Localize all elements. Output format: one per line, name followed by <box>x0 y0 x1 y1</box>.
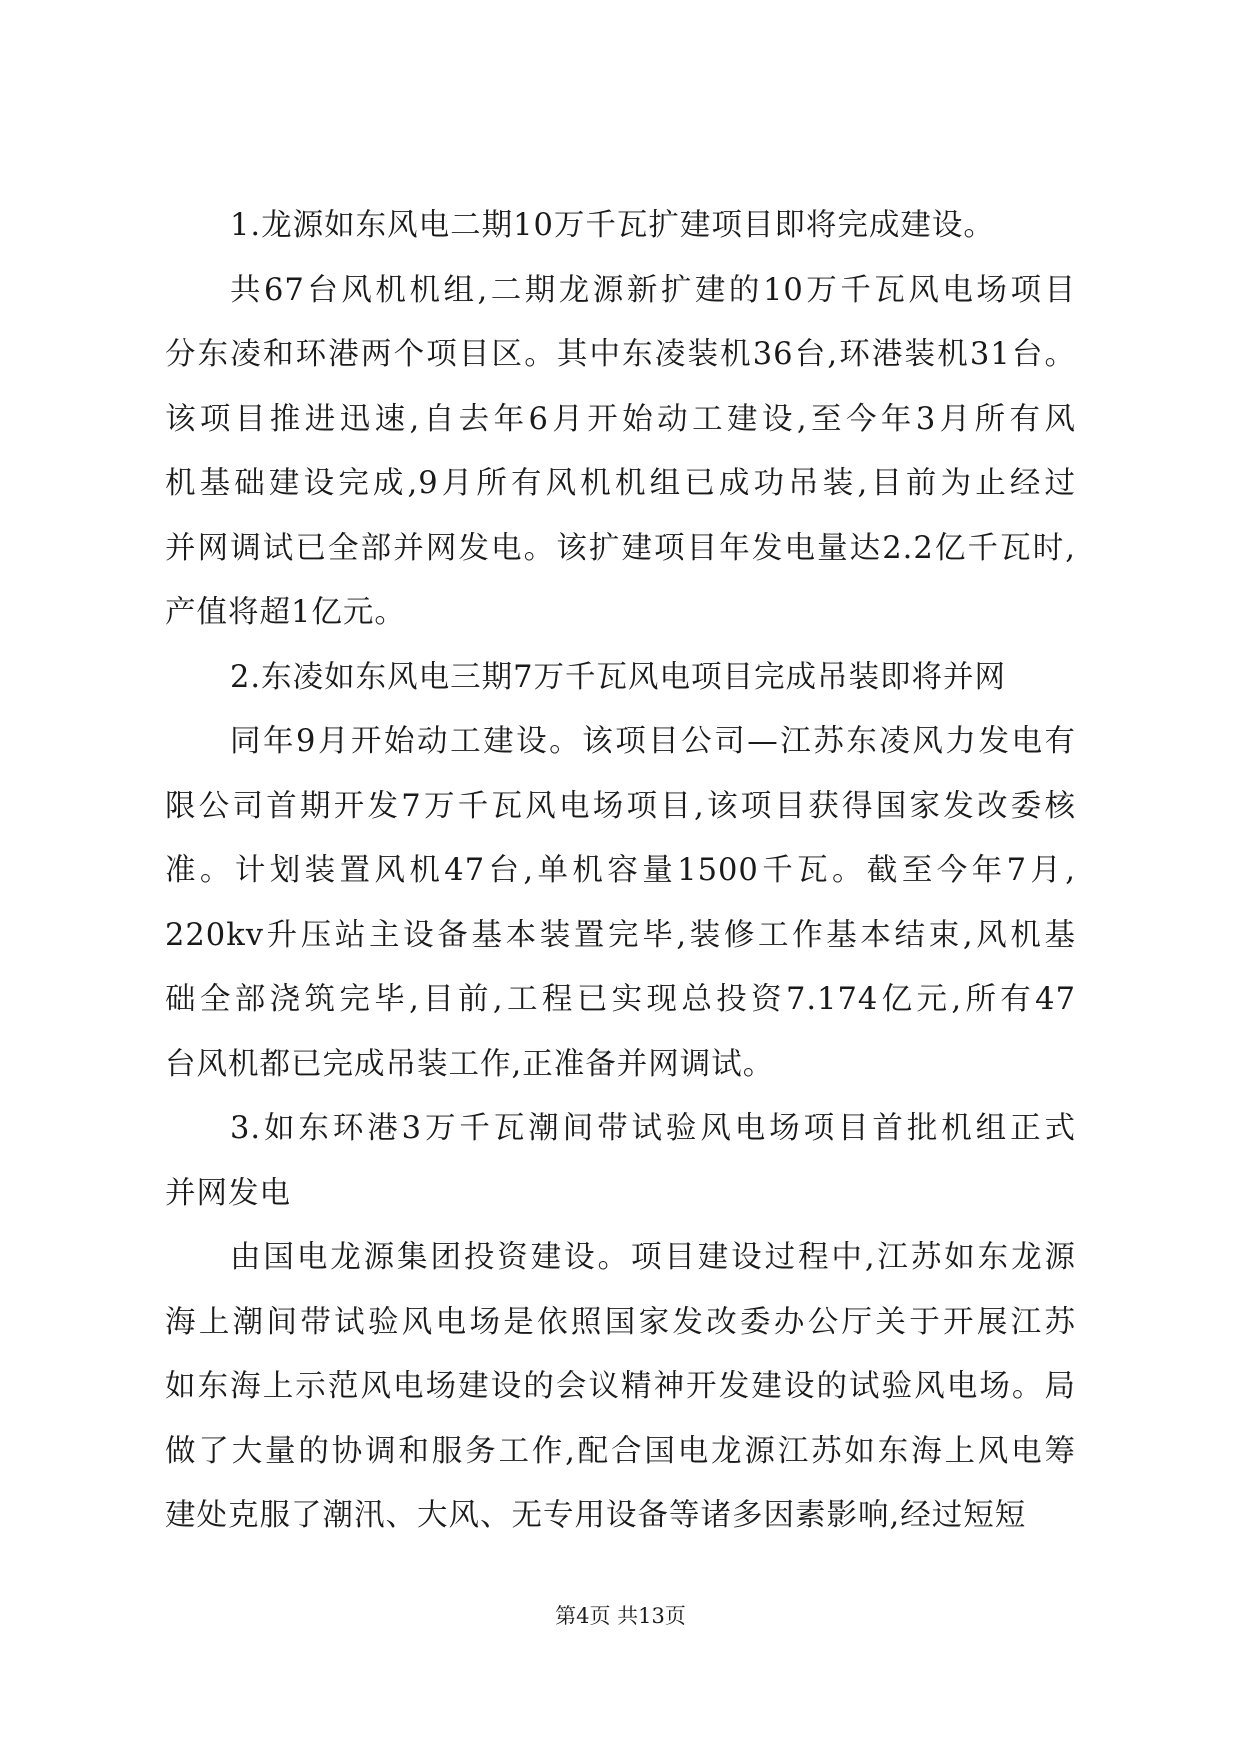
page-footer: 第4页 共13页 <box>555 1604 686 1628</box>
text-line: 如东海上示范风电场建设的会议精神开发建设的试验风电场。局 <box>165 1369 1076 1404</box>
text-line: 并网调试已全部并网发电。该扩建项目年发电量达2.2亿千瓦时, <box>165 530 1076 566</box>
text-line: 台风机都已完成吊装工作,正准备并网调试。 <box>165 1046 775 1082</box>
text-line: 限公司首期开发7万千瓦风电场项目,该项目获得国家发改委核 <box>165 788 1076 824</box>
text-line: 做了大量的协调和服务工作,配合国电龙源江苏如东海上风电筹 <box>165 1433 1076 1469</box>
document-body <box>165 194 1076 1549</box>
text-line: 机基础建设完成,9月所有风机机组已成功吊装,目前为止经过 <box>165 466 1076 501</box>
paragraph <box>165 194 1076 259</box>
paragraph <box>165 646 1076 711</box>
text-line: 准。计划装置风机47台,单机容量1500千瓦。截至今年7月, <box>165 853 1076 888</box>
text-line: 海上潮间带试验风电场是依照国家发改委办公厅关于开展江苏 <box>165 1304 1076 1340</box>
text-line: 该项目推进迅速,自去年6月开始动工建设,至今年3月所有风 <box>165 401 1076 437</box>
text-line: 分东凌和环港两个项目区。其中东凌装机36台,环港装机31台。 <box>165 337 1076 372</box>
text-line: 建处克服了潮汛、大风、无专用设备等诸多因素影响,经过短短 <box>165 1498 1027 1533</box>
text-line: 2.东凌如东风电三期7万千瓦风电项目完成吊装即将并网 <box>230 659 1007 695</box>
text-line: 同年9月开始动工建设。该项目公司—江苏东凌风力发电有 <box>230 724 1076 759</box>
text-line: 由国电龙源集团投资建设。项目建设过程中,江苏如东龙源 <box>230 1240 1076 1275</box>
text-line: 产值将超1亿元。 <box>165 595 406 630</box>
paragraph <box>165 1226 1076 1549</box>
text-line: 1.龙源如东风电二期10万千瓦扩建项目即将完成建设。 <box>230 208 995 243</box>
text-line: 础全部浇筑完毕,目前,工程已实现总投资7.174亿元,所有47 <box>165 982 1076 1017</box>
text-line: 220kv升压站主设备基本装置完毕,装修工作基本结束,风机基 <box>165 917 1076 953</box>
text-line: 共67台风机机组,二期龙源新扩建的10万千瓦风电场项目 <box>230 272 1076 308</box>
paragraph <box>165 1097 1076 1226</box>
paragraph <box>165 259 1076 646</box>
text-line: 并网发电 <box>165 1175 291 1211</box>
paragraph <box>165 710 1076 1097</box>
text-line: 3.如东环港3万千瓦潮间带试验风电场项目首批机组正式 <box>230 1111 1076 1146</box>
